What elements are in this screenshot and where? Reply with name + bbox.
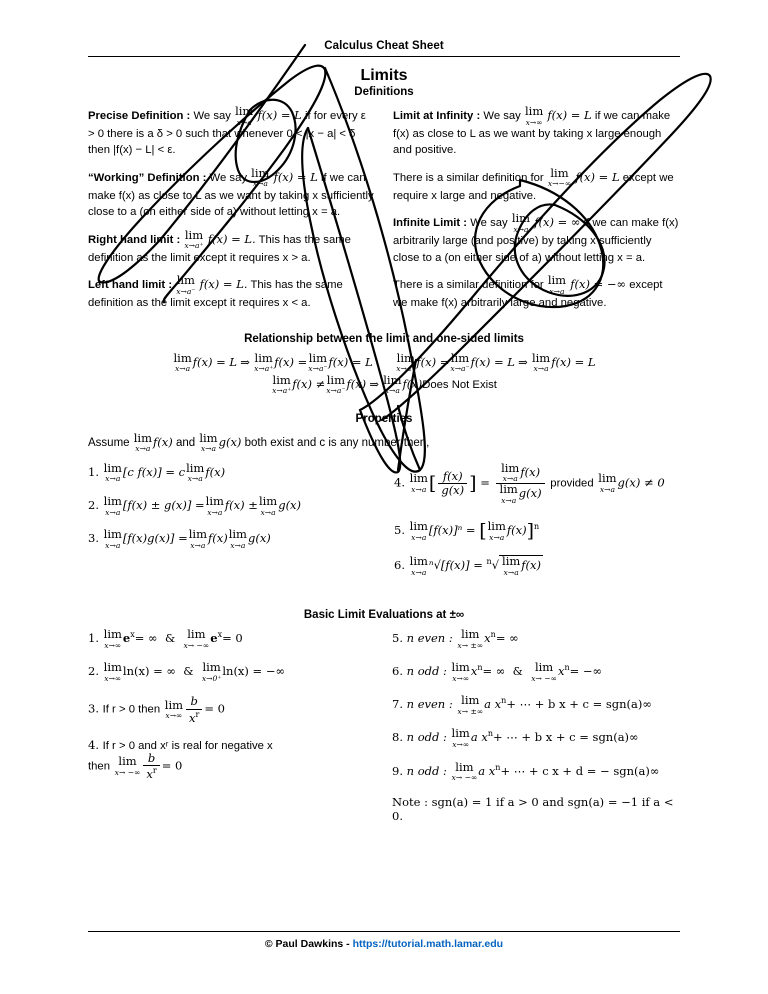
definition-infinite-label: Infinite Limit :	[393, 217, 468, 230]
lim-operator: lim x→a	[258, 494, 278, 517]
property-4-fraction-inner: $\frac{f(x)}{g(x)}$	[438, 470, 467, 497]
footer-credit	[0, 938, 768, 950]
rel-arrow-c: ⇒	[518, 354, 528, 369]
lim-operator: lim x→a	[173, 350, 192, 374]
basic-evaluations-title: Basic Limit Evaluations at ±∞	[303, 609, 465, 622]
property-2-mid: f(x) ±	[224, 498, 258, 513]
rel-expr-b2: f(x) = L	[328, 354, 373, 369]
eval-item-9	[392, 759, 680, 783]
lim-operator: lim x→ −∞	[114, 754, 141, 777]
rel2-expr3: f(x)	[402, 376, 423, 391]
definition-working-label: “Working” Definition :	[88, 171, 207, 184]
eval-5-expr: x	[484, 631, 491, 646]
lim-operator: lim x→a	[251, 165, 270, 189]
lim-operator: lim x→a⁺	[254, 350, 274, 374]
lim-operator: lim x→a	[133, 430, 153, 454]
lim-operator: lim x→a	[409, 471, 428, 494]
eval-item-6	[392, 662, 680, 682]
definition-left-hand-expr: f(x) = L.	[199, 277, 248, 292]
eval-4-eq: = 0	[161, 758, 183, 773]
relationship-title: Relationship between the limit and one-sided limits	[244, 332, 524, 345]
lim-operator: lim x→a	[511, 211, 531, 234]
property-5-exponent: n	[534, 522, 540, 532]
eval-1-expr1: e	[122, 631, 131, 646]
lim-operator: lim x→a	[103, 460, 122, 484]
properties-intro-pre: Assume	[88, 436, 130, 449]
lim-operator: lim x→ ±∞	[457, 693, 484, 716]
eval-item-4	[88, 738, 376, 781]
properties-intro-expr1: f(x)	[153, 434, 173, 449]
properties-intro	[88, 430, 680, 454]
eval-8-pre: n odd :	[406, 730, 447, 745]
definition-left-hand-label: Left hand limit :	[88, 279, 173, 292]
lim-operator: lim x→a⁺	[184, 227, 204, 251]
rel-expr-a: f(x) = L	[192, 354, 238, 369]
subsection-title: Definitions	[354, 86, 414, 98]
eval-5-pre: n even :	[406, 631, 453, 646]
definition-infinity-label: Limit at Infinity :	[393, 110, 481, 123]
page-header-title: Calculus Cheat Sheet	[324, 40, 444, 52]
lim-operator: lim x→∞	[451, 726, 470, 749]
eval-1-expr2: e	[210, 631, 218, 646]
rel-expr-c2: f(x) = L	[470, 354, 515, 369]
properties-grid	[88, 460, 680, 589]
eval-9-sup1: n	[495, 762, 501, 772]
definition-infneg-text2: except we make f(x) arbitrarily large and negative.	[393, 279, 663, 310]
eval-7-pre: n even :	[406, 697, 453, 712]
definition-working-text1: We say	[206, 171, 248, 184]
lim-operator: lim x→∞	[451, 660, 470, 683]
rel2-expr1: f(x) ≠	[292, 376, 326, 391]
definition-working	[88, 165, 375, 221]
eval-6-amp: &	[512, 664, 523, 679]
eval-2-expr1: ln(x) = ∞	[122, 664, 176, 679]
eval-item-2	[88, 662, 376, 682]
definition-precise-label: Precise Definition :	[88, 110, 191, 123]
eval-8-sup1: n	[487, 729, 493, 739]
lim-operator: lim x→a	[103, 527, 122, 550]
lim-operator: lim x→a	[409, 519, 428, 542]
property-3-mid: f(x)	[207, 531, 228, 546]
relationship-equation-row-2	[88, 372, 680, 396]
properties-right-column	[394, 460, 680, 589]
property-5-rhs: f(x)	[506, 523, 527, 538]
definitions-columns	[88, 106, 680, 321]
definition-left-hand-limit	[88, 275, 375, 311]
page-footer	[0, 931, 768, 950]
property-4-number: 4.	[394, 475, 405, 490]
eval-1-number: 1.	[88, 631, 99, 646]
eval-8-expr1: a x	[470, 730, 488, 745]
lim-operator: lim x→a	[205, 494, 224, 517]
basic-evaluations-grid	[88, 629, 680, 835]
lim-operator: lim x→a	[188, 527, 207, 550]
definitions-right-column	[393, 106, 680, 321]
lim-operator: lim x→a⁺	[272, 372, 292, 396]
definition-precise-text1: We say	[190, 110, 231, 123]
footer-copyright: © Paul Dawkins -	[264, 938, 353, 950]
lim-operator: lim x→0⁺	[201, 660, 222, 683]
property-2-rhs: g(x)	[278, 498, 302, 513]
eval-6-expr2: x	[557, 664, 565, 679]
definition-limit-at-infinity	[393, 106, 680, 159]
eval-5-number: 5.	[392, 631, 403, 646]
lim-operator: lim x→a	[103, 494, 122, 517]
basic-evaluations-right-column	[392, 629, 680, 835]
lim-operator: lim x→ −∞	[531, 660, 557, 683]
eval-item-7	[392, 695, 680, 715]
eval-5-sup: n	[490, 630, 496, 640]
eval-item-5	[392, 629, 680, 649]
definition-right-hand-limit	[88, 227, 375, 266]
rel2-expr2: f(x)	[346, 376, 367, 391]
section-title: Limits	[360, 67, 408, 84]
definition-infinite-expr: f(x) = ∞	[534, 215, 581, 230]
property-4-fraction-limits: lim x→a f(x) lim x→a g(x)	[496, 463, 545, 504]
lim-operator: lim x→ −∞	[183, 627, 210, 650]
rel-expr-b1: f(x) =	[274, 354, 308, 369]
eval-1-amp: &	[164, 631, 176, 646]
eval-item-8	[392, 728, 680, 748]
properties-title: Properties	[355, 412, 413, 425]
definition-infneg-expr: f(x) = −∞	[570, 277, 627, 292]
eval-9-number: 9.	[392, 763, 403, 778]
eval-6-eq2: = −∞	[569, 664, 603, 679]
property-6	[394, 555, 680, 576]
property-6-radical: $^n$√ lim x→a f(x)	[486, 554, 541, 577]
property-1	[88, 460, 374, 484]
property-3	[88, 529, 374, 549]
eval-5-eq: = ∞	[495, 631, 519, 646]
property-6-lhs: ⁿ√[f(x)] =	[428, 558, 483, 573]
eval-1-sup2: x	[217, 630, 223, 640]
lim-operator: lim x→∞	[103, 660, 122, 683]
eval-8-number: 8.	[392, 730, 403, 745]
relationship-equation-row-1	[88, 350, 680, 374]
eval-6-sup2: n	[564, 663, 570, 673]
definition-infinity-text1: We say	[480, 110, 521, 123]
property-4: 4. lim x→a [ $\frac{f(x)}{g(x)}$ ] = lim x→a f(x) lim x→a g(x) provided lim x→a g(x) ≠ 0	[394, 460, 665, 505]
lim-operator: lim x→a⁻	[308, 350, 328, 374]
eval-7-number: 7.	[392, 697, 403, 712]
rel2-arrow: ⇒	[369, 376, 380, 391]
definition-precise	[88, 106, 375, 159]
eval-7-sup1: n	[501, 696, 507, 706]
property-5: 5. lim x→a [f(x)]ⁿ = [ lim x→a f(x)]$^n$	[394, 519, 540, 543]
lim-operator: lim x→−∞	[547, 165, 572, 189]
eval-1-eq1: = ∞	[134, 631, 158, 646]
eval-2-number: 2.	[88, 664, 99, 679]
definitions-left-column	[88, 106, 375, 321]
definition-right-hand-text: This has the same definition as the limit except it requires x > a.	[88, 233, 351, 264]
definition-neginf-text2: except we require x large and negative.	[393, 171, 674, 202]
definition-precise-text2: if for every ε > 0 there is a δ > 0 such that whenever 0 < |x − a| < δ then |f(x) − L| < ε.	[88, 110, 366, 157]
lim-operator: lim x→∞	[103, 627, 122, 650]
eval-6-eq1: = ∞	[482, 664, 506, 679]
lim-operator: lim x→∞	[524, 104, 544, 127]
eval-6-pre: n odd :	[406, 664, 447, 679]
lim-operator: lim x→a⁻	[176, 273, 196, 296]
footer-link[interactable]: https://tutorial.math.lamar.edu	[352, 938, 504, 950]
definition-infinite-text2: if we can make f(x) arbitrarily large (and positive) by taking x sufficiently close to a (on either side of a) without letting x = a.	[393, 217, 679, 264]
eval-4-fraction: $\frac{b}{x^r}$	[143, 752, 159, 781]
lim-operator: lim x→a	[235, 104, 254, 127]
properties-left-column	[88, 460, 374, 589]
property-3-rhs: g(x)	[247, 531, 271, 546]
definition-precise-expr: f(x) = L	[257, 108, 302, 123]
properties-intro-mid: and	[175, 436, 196, 449]
definition-infinite-negative	[393, 275, 680, 311]
eval-note-text: Note : sgn(a) = 1 if a > 0 and sgn(a) = −1 if a < 0.	[392, 794, 674, 823]
definition-infinity-expr: f(x) = L	[547, 108, 592, 123]
lim-operator: lim x→a⁺	[396, 350, 416, 374]
property-3-number: 3.	[88, 531, 99, 546]
lim-operator: lim x→a	[228, 527, 247, 550]
lim-operator: lim x→a	[199, 430, 218, 454]
definition-infinity-text2: if we can make f(x) as close to L as we want by taking x large enough and positive.	[393, 110, 671, 157]
property-5-lhs: [f(x)]ⁿ =	[428, 523, 476, 538]
eval-4-text: If r > 0 and xʳ is real for negative x	[102, 739, 273, 752]
eval-9-pre: n odd :	[406, 763, 447, 778]
property-4-condition: provided	[550, 477, 594, 490]
lim-operator: lim x→ ±∞	[457, 627, 484, 650]
eval-4-number: 4.	[88, 737, 99, 752]
eval-7-expr1: a x	[484, 697, 502, 712]
eval-2-amp: &	[183, 664, 194, 679]
property-5-number: 5.	[394, 523, 405, 538]
property-6-number: 6.	[394, 558, 405, 573]
lim-operator: lim x→a⁻	[450, 350, 470, 374]
lim-operator: lim x→a	[598, 471, 617, 494]
definition-infinite-text1: We say	[467, 217, 508, 230]
eval-7-expr2: + ⋯ + b x + c = sgn(a)∞	[506, 697, 652, 712]
basic-evaluations-left-column	[88, 629, 376, 835]
property-1-number: 1.	[88, 464, 99, 479]
lim-operator: lim x→a⁻	[326, 372, 346, 396]
lim-operator: lim x→a	[186, 460, 205, 484]
rel-arrow-a: ⇒	[240, 354, 250, 369]
eval-6-number: 6.	[392, 664, 403, 679]
lim-operator: lim x→a	[409, 554, 428, 577]
definition-infneg-text1: There is a similar definition for	[393, 279, 544, 292]
eval-3-number: 3.	[88, 702, 99, 717]
eval-4-text2: then	[88, 760, 110, 773]
eval-2-expr2: ln(x) = −∞	[222, 664, 286, 679]
definition-neginf-text1: There is a similar definition for	[393, 171, 544, 184]
definition-neginf-expr: f(x) = L	[575, 169, 620, 184]
eval-9-expr1: a x	[478, 763, 496, 778]
definition-right-hand-expr: f(x) = L.	[207, 231, 256, 246]
eval-6-expr1: x	[470, 664, 478, 679]
eval-3-fraction: $\frac{b}{x^r}$	[186, 695, 202, 724]
rel-expr-c1: f(x) =	[416, 354, 450, 369]
eval-3-eq: = 0	[204, 702, 225, 717]
lim-operator: lim x→a	[547, 273, 567, 296]
eval-6-sup1: n	[477, 663, 483, 673]
eval-1-sup1: x	[130, 630, 135, 640]
eval-3-text: If r > 0 then	[102, 704, 161, 717]
rel-expr-d: f(x) = L	[551, 354, 596, 369]
rel2-tail: Does Not Exist	[422, 378, 497, 391]
eval-1-eq2: = 0	[222, 631, 243, 646]
eval-9-expr2: + ⋯ + c x + d = − sgn(a)∞	[500, 763, 660, 778]
property-1-lhs: [c f(x)] = c	[122, 464, 186, 479]
definition-working-text2: if we can make f(x) as close to L as we want by taking x sufficiently close to a (on either side of a) without letting x = a.	[88, 171, 374, 219]
lim-operator: lim x→a	[487, 519, 506, 542]
header-divider	[88, 56, 680, 57]
property-3-lhs: [f(x)g(x)] =	[122, 531, 188, 546]
lim-operator: lim x→a	[383, 372, 402, 396]
definition-working-expr: f(x) = L	[273, 169, 318, 184]
property-2-number: 2.	[88, 498, 99, 513]
definition-infinite-limit	[393, 213, 680, 266]
definition-right-hand-label: Right hand limit :	[88, 233, 181, 246]
property-2	[88, 496, 374, 516]
property-4-condition-expr: g(x) ≠ 0	[617, 475, 665, 490]
footer-divider	[88, 931, 680, 932]
properties-intro-expr2: g(x)	[218, 434, 242, 449]
definition-negative-infinity	[393, 165, 680, 204]
eval-item-3	[88, 695, 376, 724]
property-1-rhs: f(x)	[205, 464, 226, 479]
lim-operator: lim x→a	[531, 350, 551, 374]
property-2-lhs: [f(x) ± g(x)] =	[122, 498, 205, 513]
properties-intro-post: both exist and c is any number then,	[244, 436, 430, 449]
definition-left-hand-text: This has the same definition as the limit except it requires x < a.	[88, 279, 343, 310]
eval-item-1	[88, 629, 376, 649]
lim-operator: lim x→ −∞	[451, 759, 478, 783]
lim-operator: lim x→∞	[164, 697, 184, 721]
eval-8-expr2: + ⋯ + b x + c = sgn(a)∞	[492, 730, 639, 745]
eval-note	[392, 795, 680, 823]
